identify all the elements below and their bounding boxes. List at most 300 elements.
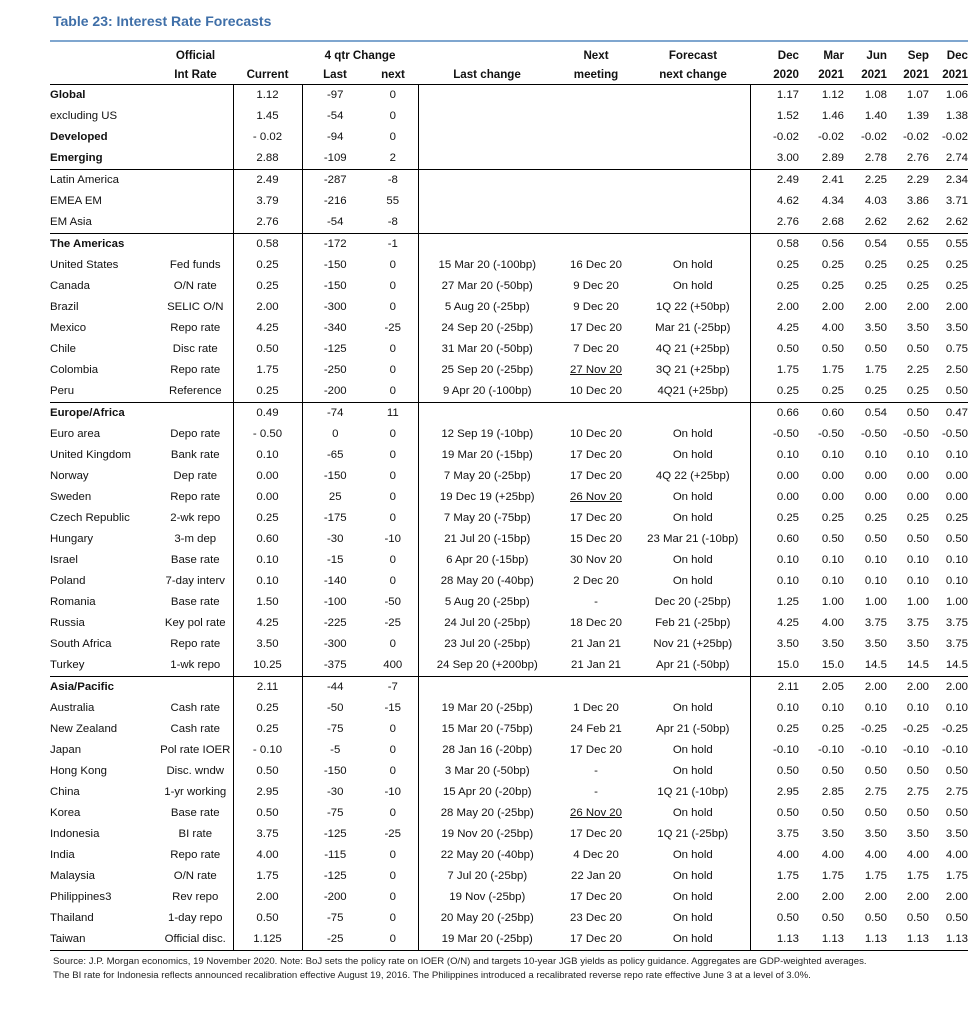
official-rate-name: Disc. wndw <box>166 765 225 777</box>
forecast-dec-2020: 2.00 <box>750 887 799 908</box>
forecast-sep-2021: 1.13 <box>906 933 930 945</box>
forecast-mar-2021: 0.10 <box>821 702 845 714</box>
last-change <box>418 85 556 107</box>
country-name: Malaysia <box>50 870 95 882</box>
table-row <box>50 297 968 318</box>
forecast-dec-2020: 3.00 <box>750 148 799 170</box>
forecast-dec-2020: -0.50 <box>750 424 799 445</box>
change-next: -50 <box>384 596 401 608</box>
forecast-jun-2021: 3.50 <box>864 322 888 334</box>
forecast-mar-2021: 1.00 <box>821 596 845 608</box>
official-rate-name: Base rate <box>170 554 220 566</box>
change-last: -94 <box>302 127 368 148</box>
forecast-jun-2021: 3.50 <box>864 828 888 840</box>
header-current: Current <box>233 65 302 85</box>
next-meeting: 21 Jan 21 <box>570 659 622 671</box>
change-last: -74 <box>302 403 368 425</box>
next-meeting: 17 Dec 20 <box>570 933 622 945</box>
last-change: 19 Mar 20 (-15bp) <box>418 445 556 466</box>
last-change <box>418 212 556 234</box>
country-name: Asia/Pacific <box>50 677 158 699</box>
next-meeting: 22 Jan 20 <box>570 870 622 882</box>
forecast-sep-2021: 4.00 <box>906 849 930 861</box>
change-last: -30 <box>302 782 368 803</box>
change-next: 0 <box>389 470 396 482</box>
next-meeting: 17 Dec 20 <box>570 449 622 461</box>
forecast-sep-2021: 3.50 <box>906 322 930 334</box>
official-rate-name: Fed funds <box>169 259 221 271</box>
table-row <box>50 191 968 212</box>
header-2021-dec: 2021 <box>929 65 968 85</box>
change-last: -340 <box>302 318 368 339</box>
forecast-dec-2020: 2.95 <box>750 782 799 803</box>
country-name: Hungary <box>50 533 94 545</box>
change-last: -115 <box>302 845 368 866</box>
forecast-mar-2021: 2.00 <box>821 891 845 903</box>
current-rate: 0.25 <box>233 698 302 719</box>
change-next: -8 <box>387 216 398 228</box>
forecast-dec-2021: 0.10 <box>945 575 969 587</box>
forecast-dec-2020: 0.10 <box>750 550 799 571</box>
forecast-dec-2021: 0.00 <box>945 491 969 503</box>
forecast-dec-2020: 2.11 <box>750 677 799 699</box>
country-name: excluding US <box>50 110 118 122</box>
forecast-dec-2021: 1.00 <box>945 596 969 608</box>
forecast-dec-2020: 2.00 <box>750 297 799 318</box>
forecast-dec-2020: 0.50 <box>750 803 799 824</box>
forecast-dec-2020: 2.76 <box>750 212 799 234</box>
forecast-mar-2021: 3.50 <box>821 828 845 840</box>
forecast-dec-2021: 0.10 <box>945 702 969 714</box>
table-row <box>50 655 968 677</box>
country-name: Indonesia <box>50 828 100 840</box>
forecast-next-change <box>636 148 750 170</box>
forecast-jun-2021: 0.50 <box>864 807 888 819</box>
forecast-sep-2021: -0.02 <box>903 131 930 143</box>
forecast-dec-2021: 0.47 <box>929 403 968 425</box>
forecast-sep-2021: 0.10 <box>906 554 930 566</box>
current-rate: 2.76 <box>233 212 302 234</box>
forecast-next-change: On hold <box>672 554 713 566</box>
forecast-next-change: On hold <box>672 491 713 503</box>
forecast-next-change: On hold <box>672 891 713 903</box>
last-change: 5 Aug 20 (-25bp) <box>418 592 556 613</box>
official-rate-name <box>158 127 233 148</box>
last-change: 28 Jan 16 (-20bp) <box>418 740 556 761</box>
forecast-jun-2021: 2.00 <box>864 891 888 903</box>
current-rate: - 0.10 <box>233 740 302 761</box>
current-rate: 2.88 <box>233 148 302 170</box>
country-name: Developed <box>50 131 108 143</box>
next-meeting: 15 Dec 20 <box>570 533 622 545</box>
forecast-next-change <box>636 170 750 192</box>
forecast-jun-2021: 0.25 <box>864 385 888 397</box>
forecast-dec-2020: 0.25 <box>750 508 799 529</box>
current-rate: 1.50 <box>233 592 302 613</box>
current-rate: 4.25 <box>233 613 302 634</box>
forecast-dec-2020: 1.25 <box>750 592 799 613</box>
change-last: -300 <box>302 634 368 655</box>
country-name: New Zealand <box>50 723 118 735</box>
next-meeting <box>556 127 636 148</box>
change-next: 0 <box>389 343 396 355</box>
forecast-dec-2021: -0.50 <box>942 428 969 440</box>
next-meeting: 23 Dec 20 <box>570 912 622 924</box>
change-next: 0 <box>389 385 396 397</box>
forecast-dec-2020: 0.25 <box>750 255 799 276</box>
forecast-dec-2021: 0.10 <box>945 554 969 566</box>
forecast-sep-2021: 0.55 <box>887 234 929 256</box>
forecast-sep-2021: -0.10 <box>903 744 930 756</box>
header-sep: Sep <box>907 49 930 62</box>
change-last: -125 <box>302 866 368 887</box>
next-meeting: 9 Dec 20 <box>573 280 619 292</box>
next-meeting: 10 Dec 20 <box>570 385 622 397</box>
forecast-dec-2021: -0.25 <box>942 723 969 735</box>
official-rate-name: Bank rate <box>170 449 220 461</box>
last-change <box>418 234 556 256</box>
header-last-change: Last change <box>418 65 556 85</box>
forecast-jun-2021: 0.50 <box>864 912 888 924</box>
country-name: Israel <box>50 554 78 566</box>
forecast-jun-2021: -0.50 <box>861 428 888 440</box>
last-change <box>418 191 556 212</box>
forecast-mar-2021: 0.50 <box>821 343 845 355</box>
table-row <box>50 127 968 148</box>
table-row <box>50 339 968 360</box>
forecast-mar-2021: 0.56 <box>799 234 844 256</box>
forecast-sep-2021: 1.39 <box>906 110 930 122</box>
forecast-dec-2020: 2.49 <box>750 170 799 192</box>
official-rate-name: Cash rate <box>170 723 220 735</box>
next-meeting: 17 Dec 20 <box>570 470 622 482</box>
forecast-dec-2020: 4.62 <box>750 191 799 212</box>
forecast-dec-2020: 3.75 <box>750 824 799 845</box>
header-2021-mar: 2021 <box>799 65 844 85</box>
interest-rate-table <box>50 47 968 950</box>
forecast-dec-2021: 0.50 <box>945 807 969 819</box>
official-rate-name: Base rate <box>170 596 220 608</box>
change-last: -150 <box>302 276 368 297</box>
header-row-1 <box>50 47 968 65</box>
official-rate-name: O/N rate <box>173 280 217 292</box>
change-last: -125 <box>302 339 368 360</box>
official-rate-name: Repo rate <box>170 849 221 861</box>
forecast-mar-2021: 1.46 <box>821 110 845 122</box>
last-change: 12 Sep 19 (-10bp) <box>418 424 556 445</box>
table-row <box>50 803 968 824</box>
current-rate: 0.25 <box>233 381 302 403</box>
forecast-sep-2021: 1.75 <box>906 870 930 882</box>
current-rate: 2.00 <box>233 297 302 318</box>
forecast-dec-2020: -0.02 <box>750 127 799 148</box>
table-row <box>50 170 968 192</box>
header-2021-jun: 2021 <box>844 65 887 85</box>
official-rate-name: 1-wk repo <box>170 659 221 671</box>
change-next: 0 <box>389 912 396 924</box>
last-change <box>418 677 556 699</box>
forecast-dec-2021: 3.50 <box>945 322 969 334</box>
current-rate: 2.49 <box>233 170 302 192</box>
forecast-jun-2021: 0.10 <box>864 554 888 566</box>
current-rate: 4.00 <box>233 845 302 866</box>
change-next: -8 <box>368 170 418 192</box>
forecast-mar-2021: 0.50 <box>821 533 845 545</box>
forecast-dec-2021: 0.00 <box>945 470 969 482</box>
forecast-jun-2021: 0.25 <box>864 280 888 292</box>
change-last: -100 <box>302 592 368 613</box>
change-last: -200 <box>302 381 368 403</box>
next-meeting: 18 Dec 20 <box>570 617 622 629</box>
current-rate: - 0.02 <box>233 127 302 148</box>
forecast-next-change: On hold <box>672 428 713 440</box>
forecast-jun-2021: 0.50 <box>864 765 888 777</box>
last-change: 15 Apr 20 (-20bp) <box>418 782 556 803</box>
country-name: Australia <box>50 702 95 714</box>
next-meeting: - <box>594 786 598 798</box>
forecast-sep-2021: 0.50 <box>906 765 930 777</box>
table-row <box>50 929 968 950</box>
last-change: 25 Sep 20 (-25bp) <box>418 360 556 381</box>
current-rate: 3.50 <box>233 634 302 655</box>
last-change <box>418 148 556 170</box>
next-meeting <box>556 677 636 699</box>
last-change: 22 May 20 (-40bp) <box>418 845 556 866</box>
forecast-dec-2021: 2.00 <box>945 301 969 313</box>
forecast-sep-2021: 2.29 <box>887 170 929 192</box>
country-name: Euro area <box>50 428 101 440</box>
forecast-dec-2020: 0.10 <box>750 571 799 592</box>
next-meeting: 2 Dec 20 <box>573 575 619 587</box>
change-next: 0 <box>389 512 396 524</box>
forecast-mar-2021: 2.68 <box>821 216 845 228</box>
forecast-dec-2020: 4.25 <box>750 318 799 339</box>
country-name: Brazil <box>50 301 79 313</box>
header-next-change: next <box>368 65 418 85</box>
next-meeting: 30 Nov 20 <box>570 554 622 566</box>
table-body <box>50 85 968 951</box>
current-rate: 2.95 <box>233 782 302 803</box>
change-last: -375 <box>302 655 368 677</box>
header-dec-2: Dec <box>946 49 969 62</box>
official-rate-name <box>158 677 233 699</box>
last-change: 27 Mar 20 (-50bp) <box>418 276 556 297</box>
forecast-jun-2021: 0.00 <box>864 470 888 482</box>
forecast-next-change: 3Q 21 (+25bp) <box>655 364 730 376</box>
current-rate: 0.10 <box>233 550 302 571</box>
change-next: 0 <box>389 110 396 122</box>
change-last: -65 <box>302 445 368 466</box>
change-last: -75 <box>302 803 368 824</box>
last-change: 19 Dec 19 (+25bp) <box>418 487 556 508</box>
footnote-line-2: The BI rate for Indonesia reflects announced recalibration effective August 19, 2016. The Philippines introduced a recalibrated reverse repo rate effective June 3 at a level of 3.0%. <box>53 970 811 981</box>
current-rate: 0.25 <box>233 276 302 297</box>
change-next: 0 <box>389 259 396 271</box>
forecast-next-change: On hold <box>672 449 713 461</box>
last-change <box>418 170 556 192</box>
change-next: 11 <box>368 403 418 425</box>
table-row <box>50 698 968 719</box>
last-change <box>418 127 556 148</box>
forecast-dec-2021: 0.50 <box>945 912 969 924</box>
official-rate-name: Depo rate <box>170 428 221 440</box>
forecast-dec-2021: 0.25 <box>945 280 969 292</box>
change-next: -1 <box>368 234 418 256</box>
change-next: -10 <box>384 786 401 798</box>
country-name: Colombia <box>50 364 99 376</box>
table-row <box>50 318 968 339</box>
forecast-next-change: On hold <box>672 870 713 882</box>
forecast-dec-2020: 0.58 <box>750 234 799 256</box>
next-meeting: 17 Dec 20 <box>570 512 622 524</box>
table-row <box>50 529 968 550</box>
official-rate-name: Repo rate <box>170 491 221 503</box>
forecast-dec-2020: 0.00 <box>750 487 799 508</box>
forecast-mar-2021: 0.00 <box>821 491 845 503</box>
forecast-next-change <box>636 403 750 425</box>
forecast-jun-2021: 2.25 <box>844 170 887 192</box>
change-last: -175 <box>302 508 368 529</box>
forecast-sep-2021: 0.00 <box>906 470 930 482</box>
forecast-dec-2020: 1.17 <box>750 85 799 107</box>
country-name: Mexico <box>50 322 87 334</box>
last-change: 19 Nov 20 (-25bp) <box>418 824 556 845</box>
official-rate-name: Key pol rate <box>164 617 226 629</box>
forecast-mar-2021: 2.85 <box>821 786 845 798</box>
current-rate: 2.00 <box>233 887 302 908</box>
table-row <box>50 255 968 276</box>
forecast-mar-2021: -0.50 <box>818 428 845 440</box>
change-next: 2 <box>389 152 396 164</box>
forecast-jun-2021: 2.75 <box>864 786 888 798</box>
current-rate: 1.75 <box>233 360 302 381</box>
change-last: -54 <box>302 212 368 234</box>
official-rate-name <box>158 106 233 127</box>
current-rate: 10.25 <box>233 655 302 677</box>
official-rate-name: 1-day repo <box>168 912 223 924</box>
forecast-sep-2021: 0.25 <box>906 280 930 292</box>
change-next: 400 <box>383 659 403 671</box>
forecast-next-change: On hold <box>672 849 713 861</box>
last-change: 28 May 20 (-40bp) <box>418 571 556 592</box>
table-row <box>50 445 968 466</box>
forecast-sep-2021: 2.75 <box>906 786 930 798</box>
forecast-jun-2021: 0.25 <box>864 259 888 271</box>
table-header <box>50 47 968 85</box>
forecast-next-change: 4Q 21 (+25bp) <box>655 343 730 355</box>
forecast-mar-2021: 2.05 <box>799 677 844 699</box>
forecast-dec-2021: 2.74 <box>945 152 969 164</box>
forecast-jun-2021: 0.10 <box>864 702 888 714</box>
change-next: 0 <box>389 449 396 461</box>
last-change: 20 May 20 (-25bp) <box>418 908 556 929</box>
forecast-dec-2021: 2.50 <box>945 364 969 376</box>
forecast-next-change: Apr 21 (-50bp) <box>656 723 730 735</box>
current-rate: 0.50 <box>233 803 302 824</box>
change-last: -250 <box>302 360 368 381</box>
last-change: 5 Aug 20 (-25bp) <box>418 297 556 318</box>
forecast-dec-2021: 0.50 <box>945 533 969 545</box>
change-next: -25 <box>384 322 401 334</box>
forecast-sep-2021: 2.76 <box>906 152 930 164</box>
forecast-sep-2021: 0.25 <box>906 512 930 524</box>
forecast-mar-2021: -0.10 <box>818 744 845 756</box>
current-rate: - 0.50 <box>233 424 302 445</box>
forecast-jun-2021: 0.10 <box>864 575 888 587</box>
forecast-next-change <box>636 127 750 148</box>
forecast-next-change: On hold <box>672 575 713 587</box>
forecast-sep-2021: 0.10 <box>906 449 930 461</box>
forecast-next-change: On hold <box>672 512 713 524</box>
last-change: 23 Jul 20 (-25bp) <box>418 634 556 655</box>
current-rate: 2.11 <box>233 677 302 699</box>
change-last: -15 <box>302 550 368 571</box>
forecast-dec-2021: 2.00 <box>945 891 969 903</box>
current-rate: 0.50 <box>233 339 302 360</box>
change-last: -75 <box>302 719 368 740</box>
next-meeting: 17 Dec 20 <box>570 744 622 756</box>
forecast-mar-2021: 0.50 <box>821 912 845 924</box>
forecast-dec-2020: 0.10 <box>750 698 799 719</box>
forecast-jun-2021: -0.10 <box>861 744 888 756</box>
table-title: Table 23: Interest Rate Forecasts <box>53 13 272 29</box>
last-change: 15 Mar 20 (-75bp) <box>418 719 556 740</box>
forecast-sep-2021: 0.25 <box>906 259 930 271</box>
official-rate-name <box>158 234 233 256</box>
forecast-jun-2021: 3.50 <box>864 638 888 650</box>
forecast-next-change: Mar 21 (-25bp) <box>655 322 731 334</box>
country-name: Japan <box>50 744 82 756</box>
forecast-mar-2021: 0.60 <box>799 403 844 425</box>
country-name: China <box>50 786 80 798</box>
table-row <box>50 866 968 887</box>
official-rate-name: 7-day interv <box>165 575 225 587</box>
last-change: 24 Sep 20 (-25bp) <box>418 318 556 339</box>
current-rate: 0.58 <box>233 234 302 256</box>
forecast-dec-2021: 3.50 <box>945 828 969 840</box>
forecast-jun-2021: 1.75 <box>864 870 888 882</box>
next-meeting: 24 Feb 21 <box>570 723 622 735</box>
change-next: 0 <box>389 870 396 882</box>
table-row <box>50 845 968 866</box>
forecast-dec-2020: 4.25 <box>750 613 799 634</box>
current-rate: 0.50 <box>233 908 302 929</box>
change-last: -109 <box>302 148 368 170</box>
forecast-mar-2021: 0.10 <box>821 575 845 587</box>
forecast-jun-2021: 0.54 <box>844 234 887 256</box>
forecast-next-change: On hold <box>672 807 713 819</box>
forecast-mar-2021: 3.50 <box>821 638 845 650</box>
last-change: 7 May 20 (-25bp) <box>418 466 556 487</box>
country-name: Russia <box>50 617 85 629</box>
forecast-next-change: 4Q21 (+25bp) <box>657 385 729 397</box>
forecast-next-change: On hold <box>672 280 713 292</box>
country-name: Thailand <box>50 912 94 924</box>
header-2020: 2020 <box>750 65 799 85</box>
change-next: 0 <box>389 131 396 143</box>
next-meeting: 1 Dec 20 <box>573 702 619 714</box>
forecast-sep-2021: 14.5 <box>906 659 930 671</box>
country-name: South Africa <box>50 638 112 650</box>
change-next: 0 <box>389 891 396 903</box>
forecast-next-change: On hold <box>672 765 713 777</box>
table-row <box>50 571 968 592</box>
next-meeting: 17 Dec 20 <box>570 828 622 840</box>
next-meeting <box>556 85 636 107</box>
official-rate-name: Official disc. <box>164 933 226 945</box>
forecast-sep-2021: 0.10 <box>906 575 930 587</box>
forecast-next-change: Feb 21 (-25bp) <box>655 617 731 629</box>
